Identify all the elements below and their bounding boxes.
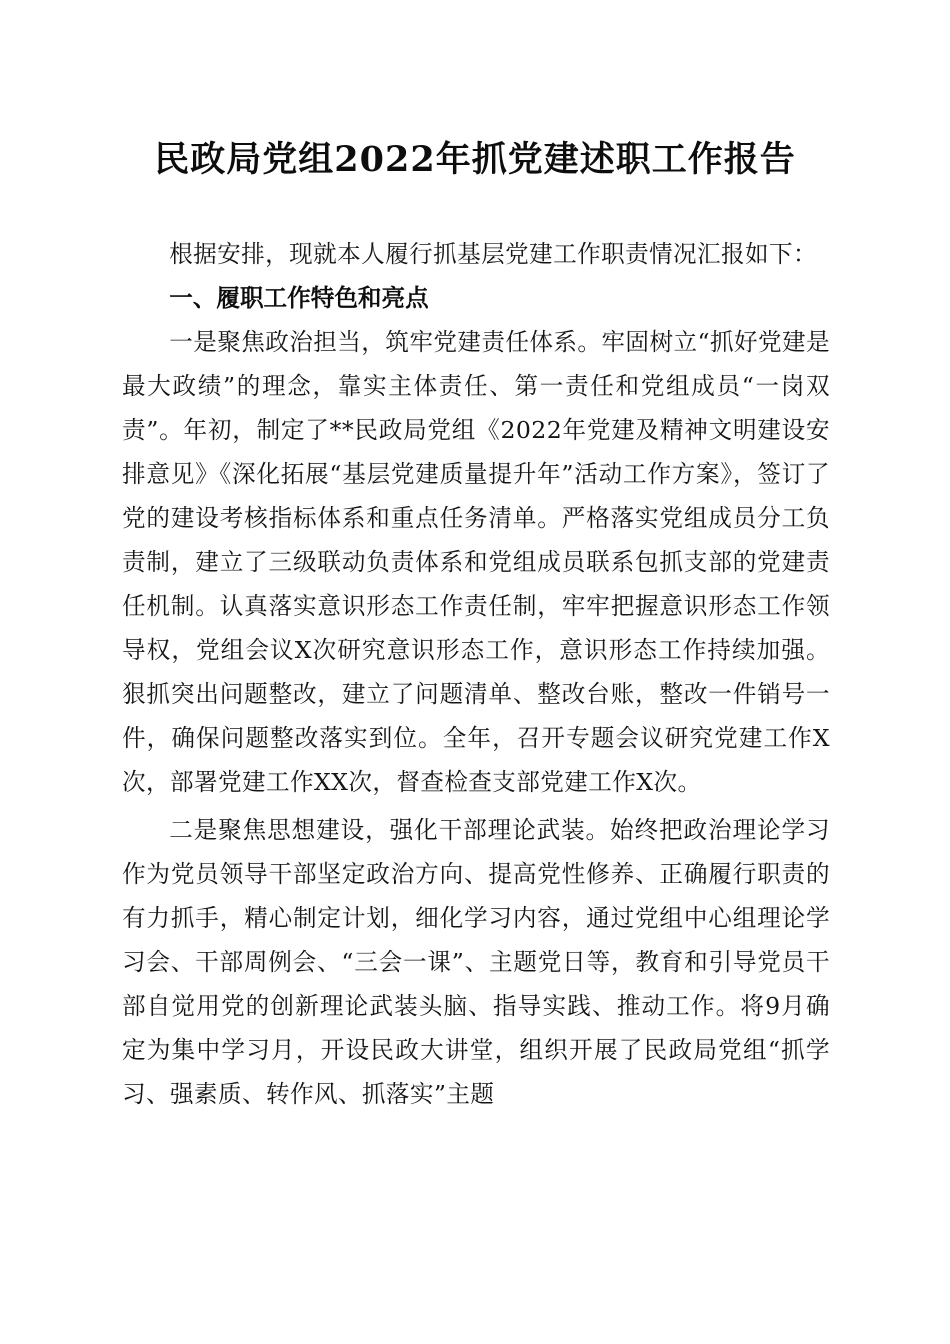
body-paragraph-1: 一是聚焦政治担当，筑牢党建责任体系。牢固树立“抓好党建是最大政绩”的理念，靠实主体责任、第一责任和党组成员“一岗双责”。年初，制定了**民政局党组《2022年党建及精神文明建设安排意见》《深化拓展“基层党建质量提升年”活动工作方案》，签订了党的建设考核指标体系和重点任务清单。严格落实党组成员分工负责制，建立了三级联动负责体系和党组成员联系包抓支部的党建责任机制。认真落实意识形态工作责任制，牢牢把握意识形态工作领导权，党组会议X次研究意识形态工作，意识形态工作持续加强。狠抓突出问题整改，建立了问题清单、整改台账，整改一件销号一件，确保问题整改落实到位。全年，召开专题会议研究党建工作X次，部署党建工作XX次，督查检查支部党建工作X次。 (122, 328, 830, 796)
document-title: 民政局党组2022年抓党建述职工作报告 (154, 139, 796, 180)
body-paragraph-2: 二是聚焦思想建设，强化干部理论武装。始终把政治理论学习作为党员领导干部坚定政治方向、提高党性修养、正确履行职责的有力抓手，精心制定计划，细化学习内容，通过党组中心组理论学习会、干部周例会、“三会一课”、主题党日等，教育和引导党员干部自觉用党的创新理论武装头脑、指导实践、推动工作。将9月确定为集中学习月，开设民政大讲堂，组织开展了民政局党组“抓学习、强素质、转作风、抓落实”主题 (122, 816, 830, 1108)
section-heading: 一、履职工作特色和亮点 (169, 284, 429, 312)
document-body (122, 232, 830, 1116)
intro-paragraph: 根据安排，现就本人履行抓基层党建工作职责情况汇报如下： (169, 240, 818, 268)
